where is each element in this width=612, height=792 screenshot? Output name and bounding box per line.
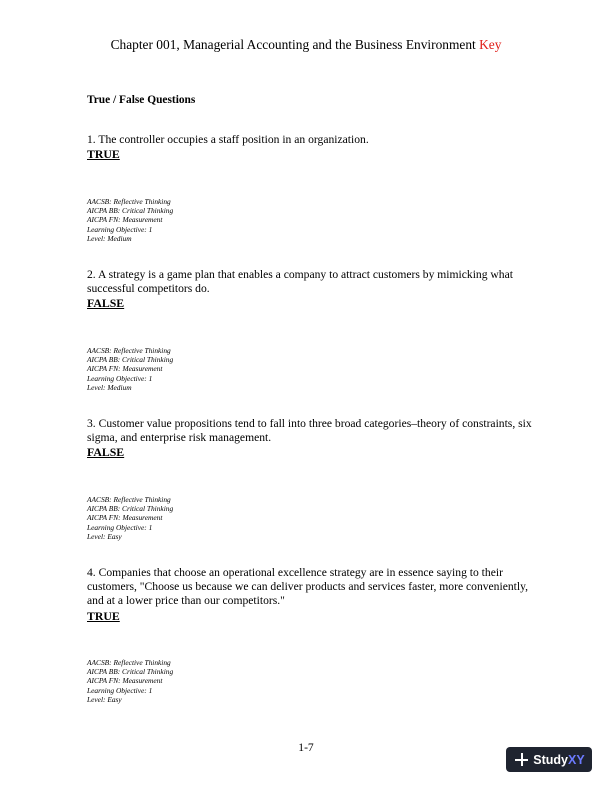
- answer: TRUE: [87, 147, 120, 162]
- question-2-metadata: [87, 346, 173, 392]
- meta-level: Level: Medium: [87, 233, 132, 243]
- meta-aicpa-fn: AICPA FN: Measurement: [87, 676, 163, 686]
- question-4: [87, 566, 537, 623]
- meta-learning-objective: Learning Objective: 1: [87, 373, 153, 383]
- question-1: [87, 133, 537, 161]
- answer: FALSE: [87, 296, 125, 311]
- question-text: 3. Customer value propositions tend to fall into three broad categories–theory of constraints, six sigma, and enterprise risk management.: [87, 417, 532, 445]
- chapter-title: Chapter 001, Managerial Accounting and the Business Environment: [110, 37, 476, 52]
- meta-aacsb: AACSB: Reflective Thinking: [87, 197, 171, 206]
- section-title: True / False Questions: [87, 94, 196, 106]
- page-number: 1-7: [298, 741, 314, 754]
- meta-level: Level: Easy: [87, 694, 122, 704]
- meta-aicpa-fn: AICPA FN: Measurement: [87, 364, 163, 374]
- plus-icon: [515, 753, 528, 766]
- meta-aicpa-bb: AICPA BB: Critical Thinking: [87, 667, 174, 677]
- meta-aicpa-bb: AICPA BB: Critical Thinking: [87, 504, 174, 514]
- meta-aacsb: AACSB: Reflective Thinking: [87, 346, 171, 355]
- page-header: [0, 37, 612, 53]
- meta-level: Level: Easy: [87, 531, 122, 541]
- meta-aicpa-fn: AICPA FN: Measurement: [87, 513, 163, 523]
- meta-aicpa-fn: AICPA FN: Measurement: [87, 215, 163, 225]
- meta-learning-objective: Learning Objective: 1: [87, 522, 153, 532]
- meta-aacsb: AACSB: Reflective Thinking: [87, 495, 171, 504]
- question-3-metadata: [87, 495, 173, 541]
- answer: TRUE: [87, 608, 120, 623]
- meta-aicpa-bb: AICPA BB: Critical Thinking: [87, 206, 174, 216]
- meta-level: Level: Medium: [87, 382, 132, 392]
- question-2: [87, 268, 537, 310]
- question-text: 1. The controller occupies a staff position in an organization.: [87, 133, 369, 146]
- question-text: 4. Companies that choose an operational excellence strategy are in essence saying to their customers, "Choose us because we can deliver products and services faster, more conveniently, and at a lower price than our competitors.": [87, 566, 529, 608]
- question-text: 2. A strategy is a game plan that enables a company to attract customers by mimicking what successful competitors do.: [87, 268, 513, 296]
- brand-accent: XY: [568, 752, 585, 767]
- meta-learning-objective: Learning Objective: 1: [87, 224, 153, 234]
- question-4-metadata: [87, 658, 173, 704]
- studyxy-badge[interactable]: [506, 747, 592, 772]
- key-label: Key: [479, 37, 502, 52]
- question-3: [87, 417, 537, 459]
- question-1-metadata: [87, 197, 173, 243]
- answer: FALSE: [87, 445, 125, 460]
- meta-learning-objective: Learning Objective: 1: [87, 685, 153, 695]
- meta-aicpa-bb: AICPA BB: Critical Thinking: [87, 355, 174, 365]
- brand-main: Study: [533, 752, 569, 767]
- meta-aacsb: AACSB: Reflective Thinking: [87, 658, 171, 667]
